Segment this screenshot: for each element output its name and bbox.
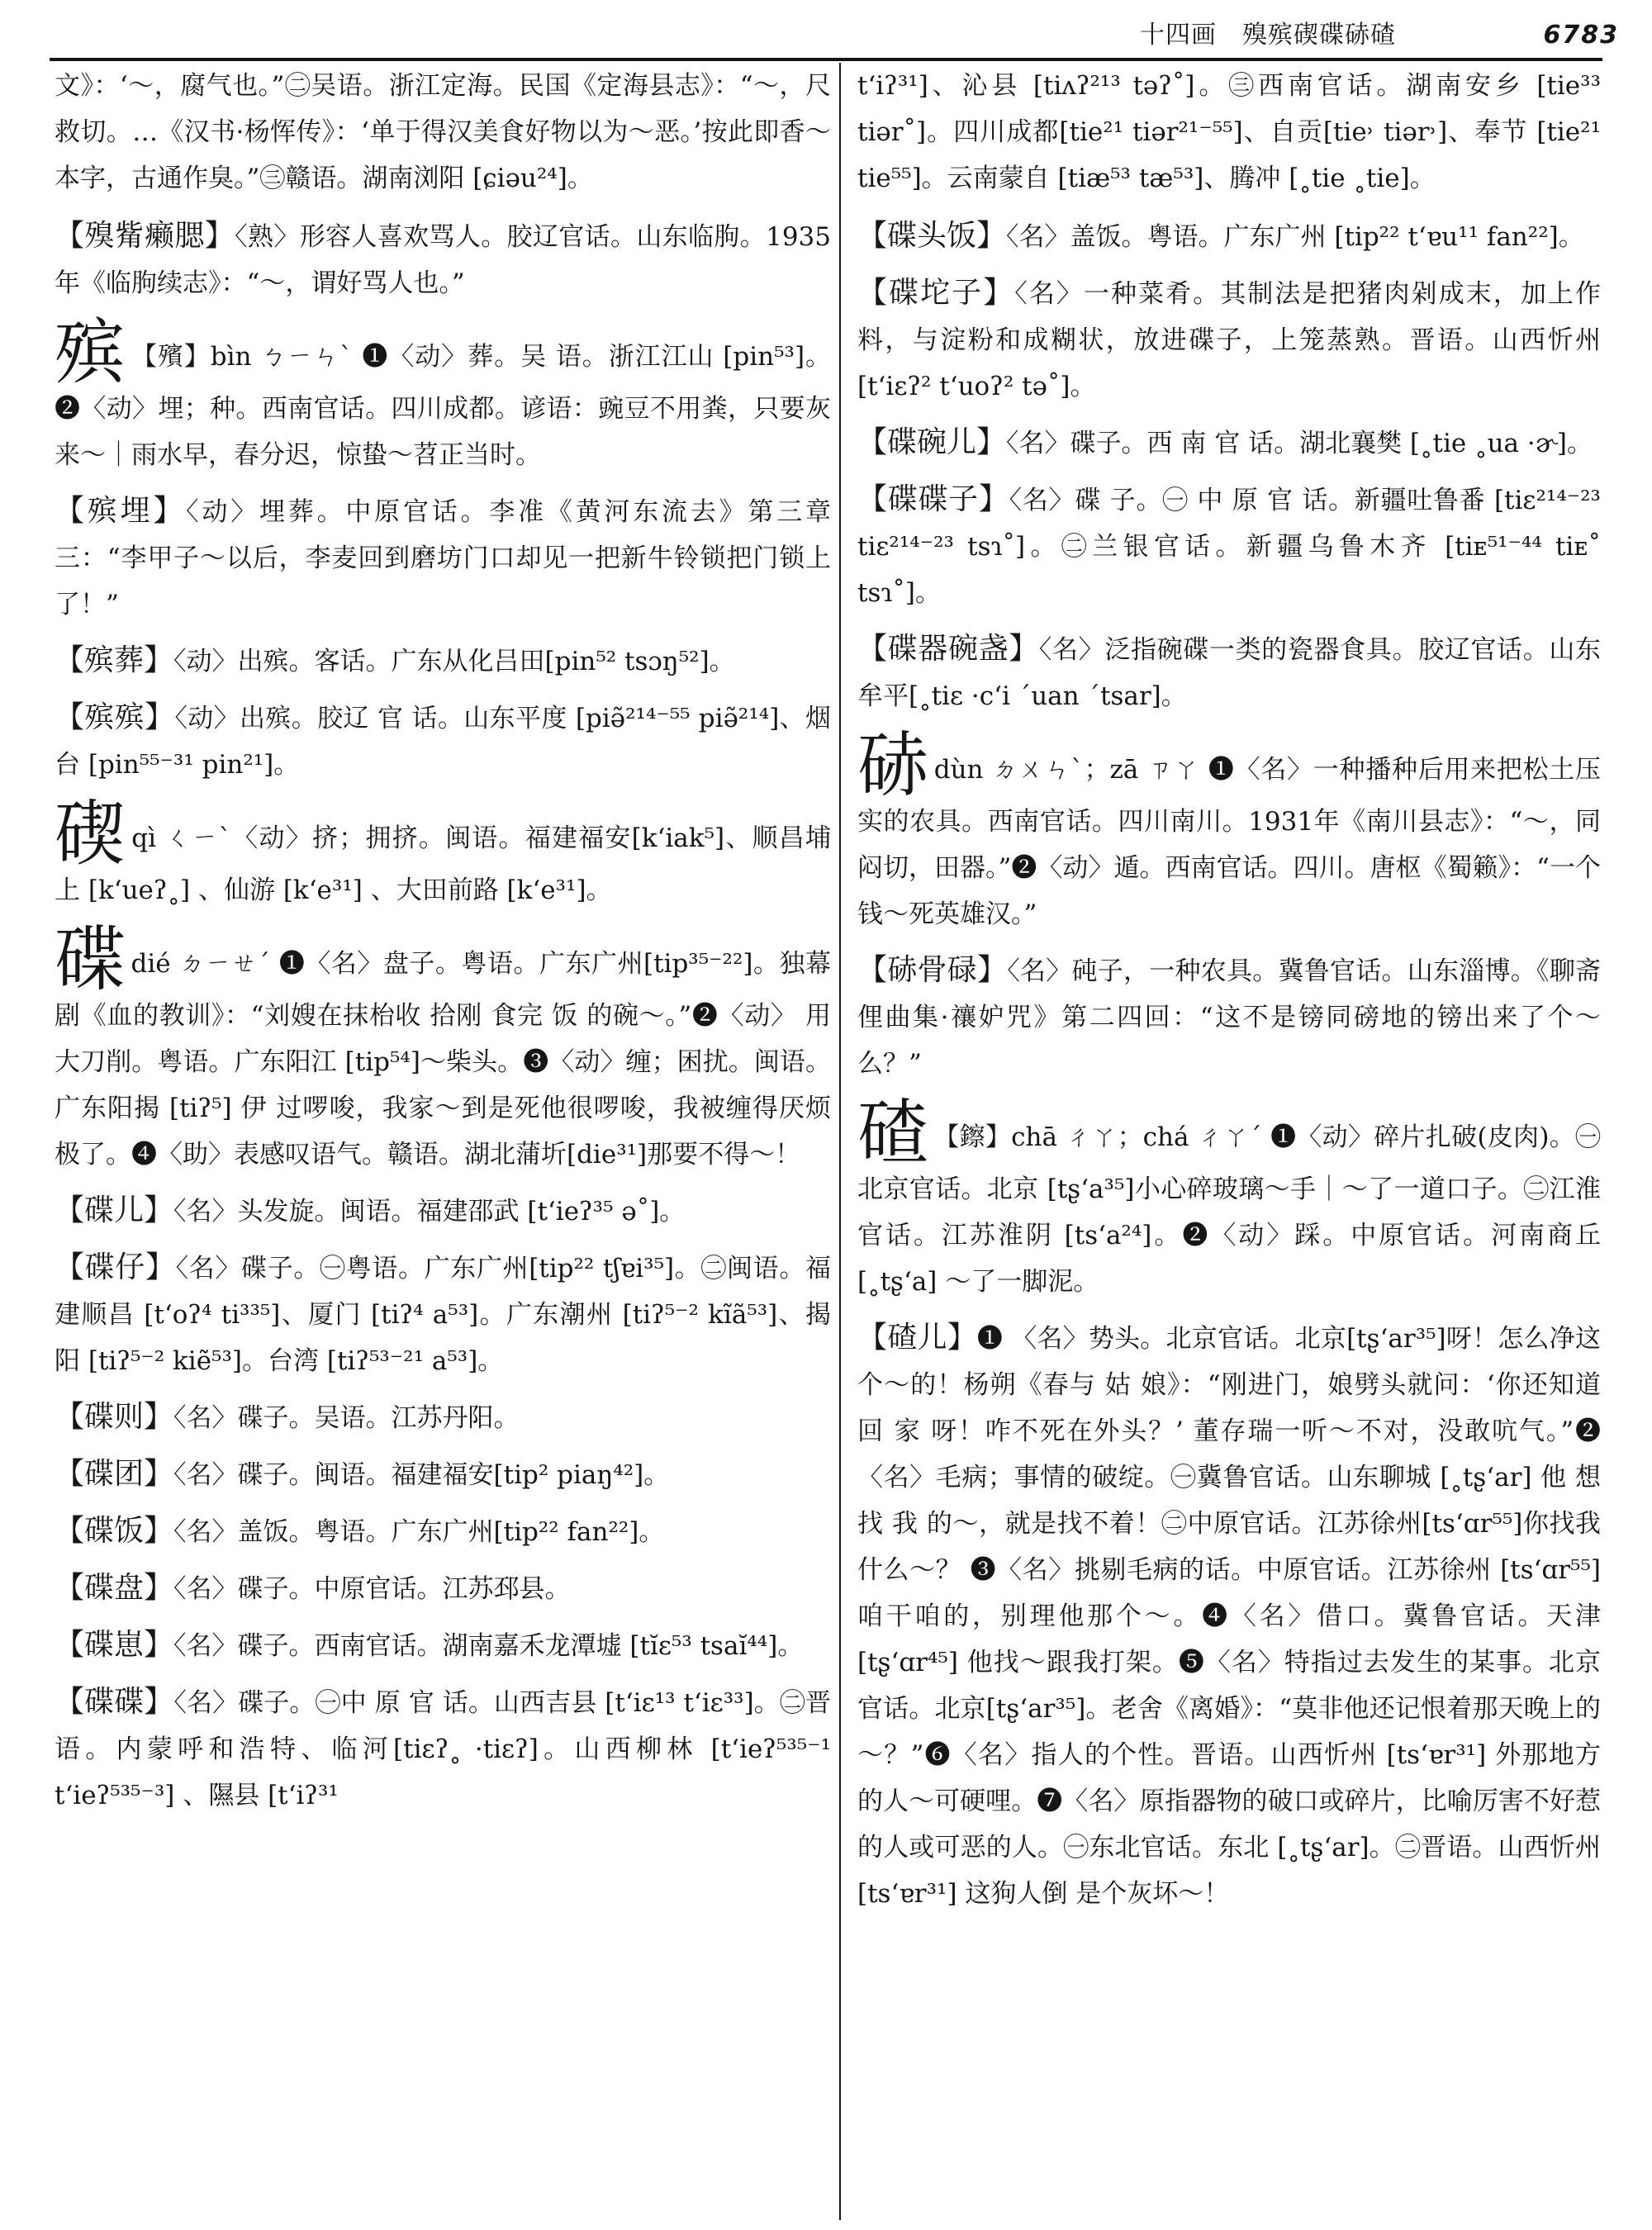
compound-entry: [55, 1188, 831, 1235]
header-title: 十四画 殠殡碶碟硳碴: [1140, 21, 1396, 50]
entry-term: 【碟饭】: [55, 1514, 174, 1548]
compound-entry: [55, 1622, 831, 1669]
compound-entry: [55, 1508, 831, 1555]
running-header: [1140, 15, 1619, 56]
entry-definition: 〈名〉碟子。㊀中 原 官 话。山西吉县 [t‘iɛ¹³ t‘iɛ³³]。㊁晋语。内蒙呼和浩特、临河[tiɛʔ˳ ·tiɛʔ]。山西柳林 [t‘ieʔ⁵³⁵⁻¹ t‘ieʔ⁵³⁵⁻³] 、隰县 [t‘iʔ³¹: [55, 1688, 831, 1810]
right-column: [857, 63, 1601, 2223]
entry-definition: 〈动〉埋葬。中原官话。李准《黄河东流去》第三章三：“李甲子～以后，李麦回到磨坊门口却见一把新牛铃锁把门锁上了！”: [55, 497, 831, 619]
entry-term: 【碟崽】: [55, 1628, 174, 1662]
headword-entry: [857, 724, 1601, 937]
headword-character: 碴: [857, 1092, 929, 1174]
entry-term: 【碟碟子】: [857, 482, 1009, 516]
entry-definition: 文》：‘～，腐气也。”㊁吴语。浙江定海。民国《定海县志》：“～，尺救切。…《汉书·杨恽传》：‘单于得汉美食好物以为～恶。’按此即香～本字，古通作臭。”㊂赣语。湖南浏阳 [ɕiəu²⁴]。: [55, 71, 831, 193]
entry-definition: 〈熟〉形容人喜欢骂人。胶辽官话。山东临朐。1935年《临朐续志》：“～，谓好骂人也。”: [55, 222, 831, 298]
entry-definition: 〈名〉碟子。吴语。江苏丹阳。: [173, 1403, 520, 1433]
entry-definition: 〈动〉出殡。客话。广东从化吕田[pin⁵² tsɔŋ⁵²]。: [173, 647, 735, 676]
entry-definition: dié ㄉㄧㄝˊ ❶〈名〉盘子。粤语。广东广州[tip³⁵⁻²²]。独幕剧《血的教训》：“刘嫂在抹枱收 拾刚 食完 饭 的碗～。”❷〈动〉 用大刀削。粤语。广东阳江 [tip⁵⁴]～柴头。❸〈动〉缠；困扰。闽语。广东阳揭 [tiʔ⁵] 伊 过啰唆，我家～到是死他很啰唆，我被缠得厌烦极了。❹〈助〉表感叹语气。赣语。湖北蒲圻[die³¹]那要不得～！: [55, 949, 831, 1170]
entry-definition: 〈名〉盖饭。粤语。广东广州[tip²² fan²²]。: [173, 1517, 665, 1547]
header-rule: [50, 58, 1602, 61]
entry-term: 【碟碗儿】: [857, 425, 1007, 459]
entry-term: 【殠觜癞腮】: [55, 219, 235, 253]
headword-entry: [55, 311, 831, 478]
entry-definition: 〈名〉盖饭。粤语。广东广州 [tip²² t‘ɐu¹¹ fan²²]。: [1006, 222, 1584, 252]
headword-character: 殡: [55, 311, 126, 394]
column-divider: [839, 63, 841, 2220]
headword-character: 硳: [857, 724, 929, 807]
entry-term: 【殡殡】: [55, 700, 175, 734]
compound-entry: [55, 1565, 831, 1612]
entry-definition: 〈动〉出殡。胶辽 官 话。山东平度 [piə̃²¹⁴⁻⁵⁵ piə̃²¹⁴]、烟台 [pin⁵⁵⁻³¹ pin²¹]。: [55, 704, 831, 780]
entry-term: 【碟团】: [55, 1457, 174, 1491]
compound-entry: [857, 626, 1601, 719]
compound-entry: [857, 420, 1601, 467]
entry-term: 【碟器碗盏】: [857, 632, 1039, 666]
entry-definition: 〈名〉碟子。西南官话。湖南嘉禾龙潭墟 [tĭɛ⁵³ tsaĭ⁴⁴]。: [173, 1631, 804, 1661]
entry-term: 【殡埋】: [55, 494, 187, 528]
entry-definition: dùn ㄉㄨㄣˋ；zā ㄗㄚ ❶〈名〉一种播种后用来把松土压实的农具。西南官话。四川南川。1931年《南川县志》：“～，同闷切，田器。”❷〈动〉遁。西南官话。四川。唐枢《蜀籁》：“一个钱～死英雄汉。”: [857, 755, 1601, 929]
continued-entry: [857, 63, 1601, 202]
entry-definition: 〈名〉一种菜肴。其制法是把猪肉剁成末，加上作料，与淀粉和成糊状，放进碟子，上笼蒸熟。晋语。山西忻州 [t‘iɛʔ² t‘uoʔ² tə˚]。: [857, 279, 1601, 401]
entry-definition: 〈名〉碟子。闽语。福建福安[tip² piaŋ⁴²]。: [173, 1460, 670, 1490]
compound-entry: [55, 638, 831, 685]
headword-entry: [55, 918, 831, 1178]
compound-entry: [857, 213, 1601, 260]
headword-character: 碶: [55, 793, 127, 875]
compound-entry: [857, 947, 1601, 1087]
entry-term: 【碟坨子】: [857, 276, 1015, 310]
entry-term: 【硳骨碌】: [857, 953, 1008, 987]
entry-term: 【碟仔】: [55, 1250, 176, 1284]
compound-entry: [55, 488, 831, 628]
entry-definition: 【殯】bìn ㄅㄧㄣˋ ❶〈动〉葬。吴 语。浙江江山 [pin⁵³]。❷〈动〉埋；种。西南官话。四川成都。谚语：豌豆不用粪，只要灰来～｜雨水早，春分迟，惊蛰～苕正当时。: [55, 342, 831, 470]
entry-definition: 〈名〉碟子。中原官话。江苏邳县。: [173, 1574, 571, 1604]
entry-term: 【碟则】: [55, 1400, 174, 1434]
entry-definition: 〈名〉碟子。㊀粤语。广东广州[tip²² tʃɐi³⁵]。㊁闽语。福建顺昌 [t‘oʔ⁴ ti³³⁵]、厦门 [tiʔ⁴ a⁵³]。广东潮州 [tiʔ⁵⁻² kĩã⁵³]、揭阳 [tiʔ⁵⁻² kiẽ⁵³]。台湾 [tiʔ⁵³⁻²¹ a⁵³]。: [55, 1254, 831, 1376]
entry-term: 【碟头饭】: [857, 219, 1007, 253]
entry-definition: 〈名〉砘子，一种农具。冀鲁官话。山东淄博。《聊斋俚曲集·禳妒咒》第二四回：“这不是镑同磅地的镑出来了个～么？”: [857, 956, 1601, 1079]
entry-definition: qì ㄑㄧˋ〈动〉挤；拥挤。闽语。福建福安[k‘iak⁵]、顺昌埔上 [k‘ueʔ˳] 、仙游 [k‘e³¹] 、大田前路 [k‘e³¹]。: [55, 823, 831, 905]
compound-entry: [857, 1315, 1601, 1917]
entry-definition: ❶ 〈名〉势头。北京官话。北京[tʂ‘ar³⁵]呀！怎么净这个～的！杨朔《春与 姑 娘》：“刚进门，娘劈头就问：‘你还知道 回 家 呀！咋不死在外头？’ 董存瑞一听～不对，没敢吭气。”❷〈名〉毛病；事情的破绽。㊀冀鲁官话。山东聊城 [˳tʂ‘ar] 他 想 找 我 的～，就是找不着！㊁中原官话。江苏徐州[ts‘ɑr⁵⁵]你找我什么～？ ❸〈名〉挑剔毛病的话。中原官话。江苏徐州 [ts‘ɑr⁵⁵] 咱干咱的，别理他那个～。❹〈名〉借口。冀鲁官话。天津 [tʂ‘ɑr⁴⁵] 他找～跟我打架。❺〈名〉特指过去发生的某事。北京官话。北京[tʂ‘ar³⁵]。老舍《离婚》：“莫非他还记恨着那天晚上的～？”❻〈名〉指人的个性。晋语。山西忻州 [ts‘ɐr³¹] 外那地方的人～可硬哩。❼〈名〉原指器物的破口或碎片，比喻厉害不好惹的人或可恶的人。㊀东北官话。东北 [˳tʂ‘ar]。㊁晋语。山西忻州 [ts‘ɐr³¹] 这狗人倒 是个灰坏～！: [857, 1324, 1601, 1909]
headword-entry: [55, 793, 831, 913]
entry-definition: 〈名〉头发旋。闽语。福建邵武 [t‘ieʔ³⁵ ə˚]。: [173, 1197, 686, 1226]
compound-entry: [55, 1451, 831, 1498]
compound-entry: [55, 1245, 831, 1384]
page-number: 6783: [1543, 21, 1619, 50]
compound-entry: [857, 270, 1601, 410]
headword-entry: [857, 1092, 1601, 1305]
entry-term: 【碟碟】: [55, 1685, 174, 1719]
entry-definition: t‘iʔ³¹]、沁县 [tiʌʔ²¹³ təʔ˚]。㊂西南官话。湖南安乡 [tie³³ tiər˚]。四川成都[tie²¹ tiər²¹⁻⁵⁵]、自贡[tie˒ tiər˒]、奉节 [tie²¹ tie⁵⁵]。云南蒙自 [tiæ⁵³ tæ⁵³]、腾冲 [˳tie ˳tie]。: [857, 71, 1601, 193]
entry-definition: 〈名〉泛指碗碟一类的瓷器食具。胶辽官话。山东牟平[˳tiɛ ·c‘i ˊuan ˊtsar]。: [857, 635, 1601, 711]
entry-definition: 〈名〉碟子。西 南 官 话。湖北襄樊 [˳tie ˳ua ·ɚ]。: [1006, 429, 1593, 458]
headword-character: 碟: [55, 918, 126, 1001]
continued-entry: [55, 63, 831, 202]
entry-definition: 〈名〉碟 子。㊀ 中 原 官 话。新疆吐鲁番 [tiɛ²¹⁴⁻²³ tiɛ²¹⁴⁻²³ tsɿ˚]。㊁兰银官话。新疆乌鲁木齐 [tiᴇ⁵¹⁻⁴⁴ tiᴇ˚ tsɿ˚]。: [857, 486, 1601, 608]
compound-entry: [857, 477, 1601, 616]
left-column: [55, 63, 831, 2223]
entry-definition: 【鑔】chā ㄔㄚ；chá ㄔㄚˊ ❶〈动〉碎片扎破(皮肉)。㊀北京官话。北京 [tʂ‘a³⁵]小心碎玻璃～手｜～了一道口子。㊁江淮官话。江苏淮阴 [ts‘a²⁴]。❷〈动〉踩。中原官话。河南商丘 [˳tʂ‘a] ～了一脚泥。: [857, 1122, 1601, 1297]
compound-entry: [55, 1394, 831, 1441]
compound-entry: [55, 695, 831, 788]
entry-term: 【碟盘】: [55, 1571, 174, 1605]
entry-term: 【殡葬】: [55, 643, 174, 677]
entry-term: 【碴儿】: [857, 1321, 977, 1355]
entry-term: 【碟儿】: [55, 1193, 174, 1227]
compound-entry: [55, 213, 831, 306]
compound-entry: [55, 1679, 831, 1819]
